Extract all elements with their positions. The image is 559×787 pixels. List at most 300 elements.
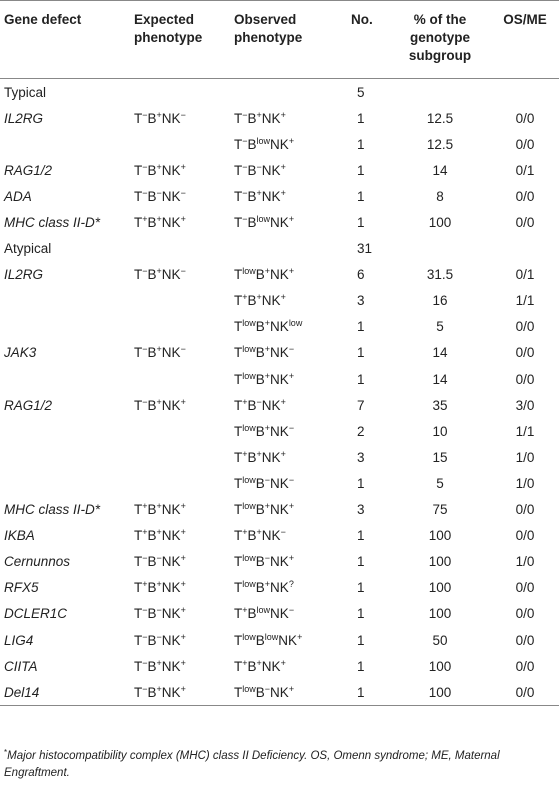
observed-marker: B (247, 528, 257, 544)
expected-marker-level: + (156, 657, 162, 668)
table-row (0, 601, 559, 627)
expected-marker: B (147, 397, 157, 413)
observed-marker-level: low (256, 135, 271, 146)
observed-marker-level: low (256, 605, 271, 616)
observed-marker: B (255, 345, 265, 361)
expected-phenotype-cell (130, 183, 230, 209)
expected-marker: B (147, 110, 157, 126)
observed-marker: T (234, 632, 243, 648)
count-cell: 3 (357, 449, 365, 465)
observed-phenotype-cell (230, 262, 347, 288)
observed-marker: T (234, 606, 243, 622)
expected-marker: B (147, 267, 157, 283)
expected-marker-level: − (142, 605, 148, 616)
os-me-cell (491, 79, 559, 106)
os-me-cell: 0/0 (515, 136, 535, 152)
observed-phenotype-cell (230, 366, 347, 392)
expected-marker-level: + (156, 266, 162, 277)
gene-defect-cell: MHC class II-D* (4, 215, 101, 231)
expected-phenotype-cell (130, 549, 230, 575)
observed-marker-level: − (256, 396, 262, 407)
observed-marker-level: + (288, 501, 295, 512)
os-me-cell: 1/1 (515, 423, 535, 439)
observed-marker: B (255, 267, 265, 283)
observed-phenotype-cell (230, 340, 347, 366)
table-row (0, 288, 559, 314)
expected-marker-level: + (156, 396, 162, 407)
expected-marker-level: + (180, 579, 186, 590)
count-cell: 1 (357, 345, 365, 361)
observed-marker-level: low (242, 422, 256, 433)
gene-defect-cell: MHC class II-D* (4, 502, 101, 518)
observed-marker-level: + (242, 657, 248, 668)
expected-marker-level: + (156, 161, 162, 172)
observed-marker: NK (261, 162, 281, 178)
os-me-cell: 0/0 (515, 110, 535, 126)
os-me-cell: 1/1 (515, 293, 535, 309)
observed-marker: T (234, 684, 243, 700)
expected-marker: T (134, 632, 143, 648)
gene-defect-cell: IKBA (4, 528, 35, 544)
percent-cell: 100 (428, 684, 452, 700)
observed-phenotype-cell (230, 288, 347, 314)
percent-cell: 14 (432, 345, 448, 361)
observed-marker-level: + (242, 527, 248, 538)
expected-marker: B (147, 606, 157, 622)
observed-marker-level: + (264, 370, 271, 381)
expected-marker-level: + (180, 527, 186, 538)
observed-marker-level: + (280, 109, 286, 120)
table-row (0, 575, 559, 601)
expected-marker: T (134, 215, 143, 231)
gene-defect-cell (0, 470, 130, 496)
observed-marker-level: + (288, 266, 295, 277)
percent-cell (389, 236, 491, 262)
observed-marker-level: + (242, 292, 248, 303)
expected-marker-level: + (180, 161, 186, 172)
observed-phenotype-cell (230, 523, 347, 549)
observed-marker-level: − (288, 605, 295, 616)
expected-marker: B (147, 345, 157, 361)
observed-marker-level: + (280, 161, 286, 172)
observed-marker: B (247, 110, 257, 126)
os-me-cell: 0/1 (515, 162, 535, 178)
gene-defect-cell: RFX5 (4, 580, 39, 596)
expected-phenotype-cell (130, 288, 230, 314)
observed-marker: NK (270, 606, 289, 622)
expected-marker: T (134, 397, 143, 413)
expected-marker-level: + (180, 501, 186, 512)
gene-defect-cell (0, 366, 130, 392)
observed-marker: B (247, 188, 257, 204)
expected-marker: B (147, 215, 157, 231)
expected-phenotype-cell (130, 653, 230, 679)
observed-marker: NK (270, 684, 289, 700)
section-label: Typical (4, 84, 47, 100)
expected-marker: NK (161, 684, 181, 700)
observed-marker: T (234, 267, 243, 283)
observed-marker-level: − (288, 474, 295, 485)
observed-phenotype-cell (230, 497, 347, 523)
expected-phenotype-cell (130, 366, 230, 392)
gene-defect-cell: IL2RG (4, 110, 44, 126)
expected-phenotype-cell (130, 157, 230, 183)
header-os-me: OS/ME (503, 12, 547, 27)
percent-cell: 14 (432, 371, 448, 387)
expected-phenotype-cell (130, 523, 230, 549)
expected-phenotype-cell (130, 209, 230, 235)
percent-cell: 35 (432, 397, 448, 413)
observed-marker-level: low (242, 266, 256, 277)
observed-marker: T (234, 449, 243, 465)
observed-phenotype-cell (230, 236, 347, 262)
expected-marker: NK (161, 215, 181, 231)
observed-marker-level: + (288, 683, 295, 694)
expected-phenotype-cell (130, 679, 230, 706)
observed-marker-level: + (297, 631, 303, 642)
observed-phenotype-cell (230, 157, 347, 183)
observed-marker-level: + (288, 370, 295, 381)
observed-marker-level: + (256, 527, 262, 538)
expected-marker-level: + (180, 396, 186, 407)
expected-marker: T (134, 110, 143, 126)
expected-marker: T (134, 502, 143, 518)
observed-marker-level: + (264, 344, 271, 355)
expected-marker-level: − (142, 553, 148, 564)
expected-marker: NK (161, 162, 181, 178)
count-cell: 1 (357, 684, 365, 700)
observed-phenotype-cell (230, 209, 347, 235)
count-cell: 3 (357, 293, 365, 309)
observed-marker: B (255, 475, 265, 491)
percent-cell: 5 (436, 319, 444, 335)
observed-marker-level: + (264, 318, 271, 329)
expected-marker-level: − (156, 631, 162, 642)
gene-defect-cell (0, 131, 130, 157)
gene-defect-cell (0, 288, 130, 314)
expected-marker: NK (161, 528, 181, 544)
expected-marker-level: − (156, 605, 162, 616)
observed-marker: NK (270, 319, 289, 335)
count-cell: 5 (357, 84, 365, 100)
expected-marker-level: + (142, 527, 148, 538)
os-me-cell: 0/0 (515, 502, 535, 518)
os-me-cell: 0/0 (515, 580, 535, 596)
observed-marker-level: − (242, 187, 248, 198)
expected-marker: NK (161, 632, 181, 648)
percent-cell: 100 (428, 658, 452, 674)
observed-marker-level: − (264, 553, 271, 564)
observed-marker-level: + (264, 579, 271, 590)
observed-marker-level: low (264, 631, 279, 642)
observed-marker-level: low (242, 501, 256, 512)
observed-phenotype-cell (230, 575, 347, 601)
expected-marker-level: − (180, 344, 186, 355)
percent-cell (389, 79, 491, 106)
expected-marker-level: − (142, 396, 148, 407)
count-cell: 2 (357, 423, 365, 439)
observed-marker-level: + (256, 448, 262, 459)
count-cell: 1 (357, 162, 365, 178)
gene-defect-cell: ADA (4, 188, 32, 204)
observed-marker-level: + (288, 553, 295, 564)
observed-marker-level: + (280, 657, 286, 668)
observed-marker-level: ? (288, 579, 294, 590)
observed-marker-level: + (264, 422, 271, 433)
observed-marker-level: + (242, 448, 248, 459)
observed-marker-level: − (264, 683, 271, 694)
header-gene-defect: Gene defect (4, 12, 82, 27)
table-row (0, 497, 559, 523)
gene-defect-cell: DCLER1C (4, 606, 68, 622)
expected-marker-level: + (156, 109, 162, 120)
observed-marker: T (234, 319, 243, 335)
expected-marker-level: + (142, 214, 148, 225)
table-row (0, 209, 559, 235)
gene-defect-cell: Cernunnos (4, 554, 71, 570)
expected-phenotype-cell (130, 131, 230, 157)
observed-marker-level: + (288, 214, 295, 225)
percent-cell: 5 (436, 475, 444, 491)
expected-marker-level: − (180, 266, 186, 277)
header-expected-phenotype: Expected phenotype (134, 12, 203, 45)
observed-phenotype-cell (230, 549, 347, 575)
gene-defect-cell: RAG1/2 (4, 397, 53, 413)
expected-marker: T (134, 580, 143, 596)
expected-marker: B (147, 580, 157, 596)
count-cell: 1 (357, 606, 365, 622)
observed-marker: T (234, 475, 243, 491)
observed-marker-level: low (256, 214, 271, 225)
expected-marker-level: − (142, 187, 148, 198)
expected-marker: T (134, 267, 143, 283)
percent-cell: 12.5 (426, 110, 454, 126)
observed-marker: T (234, 502, 243, 518)
observed-marker: T (234, 136, 243, 152)
expected-marker: NK (161, 658, 181, 674)
count-cell: 1 (357, 110, 365, 126)
percent-cell: 100 (428, 528, 452, 544)
expected-marker: B (147, 554, 157, 570)
expected-marker-level: + (142, 579, 148, 590)
count-cell: 1 (357, 528, 365, 544)
expected-marker: B (147, 188, 157, 204)
header-percent-genotype: % of the genotype subgroup (408, 12, 472, 63)
observed-marker: T (234, 397, 243, 413)
observed-marker: T (234, 423, 243, 439)
observed-marker: NK (270, 371, 289, 387)
os-me-cell: 1/0 (515, 554, 535, 570)
observed-phenotype-cell (230, 105, 347, 131)
observed-marker: T (234, 215, 243, 231)
observed-marker: NK (270, 423, 289, 439)
observed-phenotype-cell (230, 653, 347, 679)
observed-phenotype-cell (230, 418, 347, 444)
expected-phenotype-cell (130, 497, 230, 523)
expected-marker: B (147, 658, 157, 674)
observed-marker-level: + (242, 605, 248, 616)
count-cell: 1 (357, 215, 365, 231)
section-row (0, 236, 559, 262)
os-me-cell: 0/0 (515, 684, 535, 700)
count-cell: 1 (357, 319, 365, 335)
gene-defect-cell (0, 418, 130, 444)
expected-marker: T (134, 658, 143, 674)
table-row (0, 340, 559, 366)
expected-phenotype-cell (130, 340, 230, 366)
table-row (0, 627, 559, 653)
observed-marker: NK (270, 475, 289, 491)
table-row (0, 549, 559, 575)
observed-marker: B (247, 606, 257, 622)
footnote-mark: * (4, 748, 8, 757)
gene-defect-cell: JAK3 (4, 345, 37, 361)
count-cell: 7 (357, 397, 365, 413)
expected-marker: NK (161, 188, 181, 204)
observed-marker: T (234, 554, 243, 570)
expected-marker-level: − (142, 161, 148, 172)
gene-defect-cell: Del14 (4, 684, 40, 700)
expected-marker: B (147, 528, 157, 544)
expected-marker: B (147, 684, 157, 700)
expected-marker-level: + (156, 501, 162, 512)
observed-marker-level: + (280, 292, 286, 303)
observed-marker: B (255, 319, 265, 335)
expected-marker: T (134, 554, 143, 570)
observed-marker-level: − (242, 214, 248, 225)
expected-marker: T (134, 528, 143, 544)
observed-marker: B (255, 580, 265, 596)
expected-phenotype-cell (130, 575, 230, 601)
observed-marker: T (234, 162, 243, 178)
percent-cell: 14 (432, 162, 448, 178)
gene-defect-cell (0, 444, 130, 470)
expected-phenotype-cell (130, 314, 230, 340)
expected-marker-level: + (156, 214, 162, 225)
expected-marker-level: + (156, 683, 162, 694)
expected-marker-level: − (180, 187, 186, 198)
observed-marker: T (234, 371, 243, 387)
gene-defect-cell: CIITA (4, 658, 38, 674)
table-row (0, 157, 559, 183)
expected-marker: NK (161, 502, 181, 518)
count-cell: 3 (357, 502, 365, 518)
expected-phenotype-cell (130, 601, 230, 627)
expected-phenotype-cell (130, 105, 230, 131)
count-cell: 1 (357, 136, 365, 152)
table-row (0, 470, 559, 496)
expected-marker: B (147, 162, 157, 178)
observed-marker-level: low (242, 318, 256, 329)
observed-marker: B (247, 449, 257, 465)
expected-marker: T (134, 188, 143, 204)
count-cell: 1 (357, 188, 365, 204)
gene-defect-cell: IL2RG (4, 267, 44, 283)
section-label: Atypical (4, 241, 52, 257)
observed-marker: NK (270, 215, 289, 231)
footnote-text: Major histocompatibility complex (MHC) class II Deficiency. OS, Omenn syndrome; ME, Maternal Engraftment. (4, 750, 500, 779)
observed-marker-level: + (256, 109, 262, 120)
observed-marker-level: + (256, 292, 262, 303)
observed-marker-level: − (242, 161, 248, 172)
table-row (0, 183, 559, 209)
observed-marker-level: − (242, 135, 248, 146)
expected-marker-level: − (142, 683, 148, 694)
observed-marker: NK (261, 397, 281, 413)
os-me-cell: 0/0 (515, 319, 535, 335)
observed-phenotype-cell (230, 627, 347, 653)
os-me-cell: 0/1 (515, 267, 535, 283)
observed-marker-level: + (288, 135, 295, 146)
expected-marker-level: + (180, 631, 186, 642)
table-row (0, 105, 559, 131)
observed-marker: NK (270, 502, 289, 518)
count-cell: 31 (357, 241, 373, 257)
observed-marker: B (255, 502, 265, 518)
table-body (0, 79, 559, 706)
observed-phenotype-cell (230, 183, 347, 209)
observed-marker: NK (278, 632, 298, 648)
expected-marker-level: − (156, 553, 162, 564)
observed-marker: B (255, 371, 265, 387)
percent-cell: 8 (436, 188, 444, 204)
count-cell: 1 (357, 658, 365, 674)
observed-marker-level: + (280, 396, 286, 407)
observed-marker: NK (270, 267, 289, 283)
observed-marker-level: + (280, 187, 286, 198)
observed-marker: NK (270, 580, 289, 596)
observed-marker-level: low (242, 344, 256, 355)
expected-marker-level: − (180, 109, 186, 120)
table-row (0, 262, 559, 288)
observed-marker: B (247, 215, 257, 231)
observed-marker: B (247, 293, 257, 309)
os-me-cell: 0/0 (515, 188, 535, 204)
observed-marker: T (234, 345, 243, 361)
observed-marker: NK (270, 136, 289, 152)
observed-marker-level: − (280, 527, 286, 538)
expected-marker-level: + (156, 527, 162, 538)
observed-marker: T (234, 110, 243, 126)
observed-marker: NK (261, 188, 281, 204)
observed-marker: B (247, 136, 257, 152)
expected-marker: B (147, 502, 157, 518)
count-cell: 1 (357, 371, 365, 387)
observed-marker: B (255, 632, 265, 648)
expected-marker: NK (161, 606, 181, 622)
gene-defect-cell: RAG1/2 (4, 162, 53, 178)
observed-marker: T (234, 528, 243, 544)
expected-phenotype-cell (130, 236, 230, 262)
expected-phenotype-cell (130, 627, 230, 653)
observed-marker-level: + (264, 266, 271, 277)
observed-marker: B (247, 397, 257, 413)
percent-cell: 31.5 (426, 267, 454, 283)
expected-marker-level: − (142, 344, 148, 355)
observed-marker: NK (261, 528, 281, 544)
percent-cell: 50 (432, 632, 448, 648)
observed-marker: T (234, 580, 243, 596)
expected-marker-level: + (156, 344, 162, 355)
observed-marker-level: − (242, 109, 248, 120)
observed-marker-level: low (242, 370, 256, 381)
count-cell: 1 (357, 554, 365, 570)
header-number: No. (351, 12, 373, 27)
expected-marker: T (134, 162, 143, 178)
expected-marker-level: − (142, 631, 148, 642)
expected-phenotype-cell (130, 418, 230, 444)
observed-marker-level: low (242, 579, 256, 590)
